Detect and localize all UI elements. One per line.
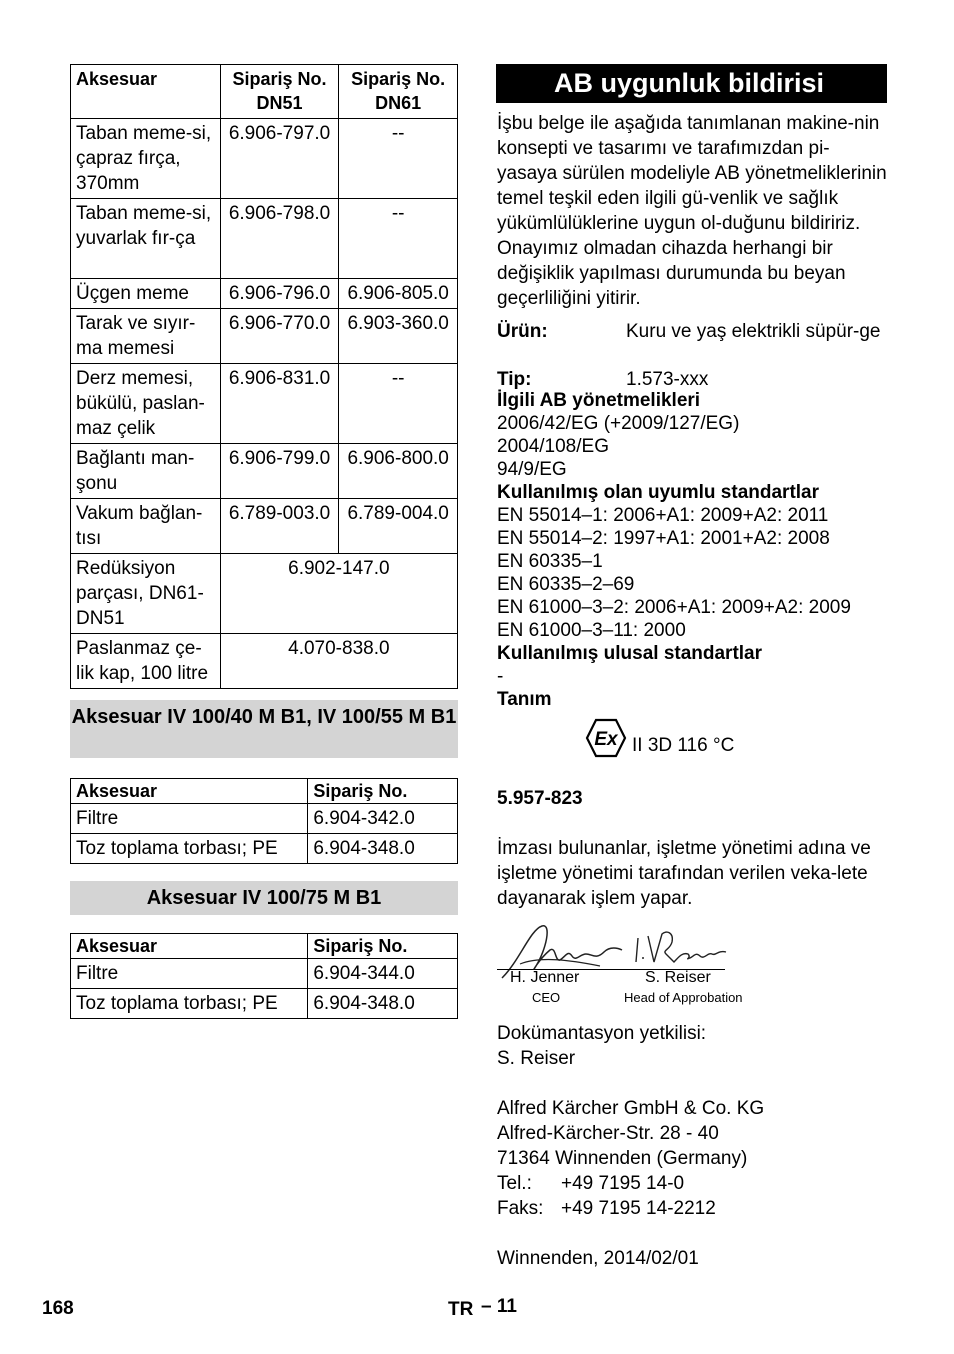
accessory-name: Tarak ve sıyır-ma memesi bbox=[71, 309, 221, 364]
page-title: AB uygunluk bildirisi bbox=[496, 64, 887, 103]
designation-title: Tanım bbox=[497, 689, 552, 710]
table-row bbox=[71, 959, 458, 989]
table-row bbox=[71, 364, 458, 444]
table-row bbox=[71, 804, 458, 834]
table-row bbox=[71, 199, 458, 279]
accessories-table-iv100-40-55 bbox=[70, 778, 458, 864]
declaration-intro: İşbu belge ile aşağıda tanımlanan makine-nin konsepti ve tasarımı ve tarafımızdan pi-yasaya sürülen modeliyle AB yönetmeliklerinin temel teşkil eden ilgili gü-venlik ve sağlık yükümlülüklerine uygun ol-duğunu bildiririz. Onayımız olmadan cihazda herhangi bir değişiklik yapılması durumunda bu beyan geçerliliğini yitirir. bbox=[497, 113, 887, 309]
signature-reiser bbox=[632, 928, 732, 972]
signatory-name: H. Jenner bbox=[510, 969, 580, 986]
header-order-dn61: Sipariş No. DN61 bbox=[339, 65, 458, 119]
standard-item: EN 60335–2–69 bbox=[497, 574, 635, 595]
accessories-table-iv100-75 bbox=[70, 933, 458, 1019]
doc-auth-label: Dokümantasyon yetkilisi: bbox=[497, 1023, 707, 1044]
product-label: Ürün: bbox=[497, 321, 548, 342]
standards-block bbox=[497, 389, 851, 711]
table-row bbox=[71, 279, 458, 309]
order-number-dn51: 6.906-798.0 bbox=[220, 199, 339, 279]
accessory-name: Bağlantı man-şonu bbox=[71, 444, 221, 499]
ex-marking bbox=[585, 718, 734, 758]
accessory-name: Paslanmaz çe-lik kap, 100 litre bbox=[71, 634, 221, 689]
national-value: - bbox=[497, 666, 504, 687]
company-address bbox=[497, 1096, 764, 1221]
header-accessory: Aksesuar bbox=[71, 65, 221, 119]
product-value: Kuru ve yaş elektrikli süpür-ge bbox=[626, 321, 881, 342]
order-number-dn51: 6.789-003.0 bbox=[220, 499, 339, 554]
order-number-dn61: 6.789-004.0 bbox=[339, 499, 458, 554]
fax-value: +49 7195 14-2212 bbox=[561, 1198, 716, 1219]
table-row bbox=[71, 554, 458, 634]
company-tel bbox=[497, 1171, 764, 1196]
company-city: 71364 Winnenden (Germany) bbox=[497, 1148, 748, 1169]
table-row bbox=[71, 309, 458, 364]
national-title: Kullanılmış ulusal standartlar bbox=[497, 643, 763, 664]
type-value: 1.573-xxx bbox=[626, 369, 709, 390]
order-number-dn61: 6.903-360.0 bbox=[339, 309, 458, 364]
accessory-name: Taban meme-si, yuvarlak fır-ça bbox=[71, 199, 221, 279]
footer-lang: TR bbox=[448, 1299, 474, 1320]
directives-title: İlgili AB yönetmelikleri bbox=[497, 390, 701, 411]
table-row bbox=[71, 834, 458, 864]
table-row bbox=[71, 444, 458, 499]
accessory-name: Redüksiyon parçası, DN61-DN51 bbox=[71, 554, 221, 634]
company-fax bbox=[497, 1196, 764, 1221]
header-order-no: Sipariş No. bbox=[308, 779, 458, 804]
order-number-dn51: 6.906-797.0 bbox=[220, 119, 339, 199]
accessory-name: Derz memesi, bükülü, paslan-maz çelik bbox=[71, 364, 221, 444]
header-accessory: Aksesuar bbox=[71, 934, 308, 959]
company-name: Alfred Kärcher GmbH & Co. KG bbox=[497, 1098, 765, 1119]
standard-item: EN 55014–2: 1997+A1: 2001+A2: 2008 bbox=[497, 528, 830, 549]
standard-item: EN 55014–1: 2006+A1: 2009+A2: 2011 bbox=[497, 505, 829, 526]
section-title-iv100-40-55: Aksesuar IV 100/40 M B1, IV 100/55 M B1 bbox=[70, 700, 458, 758]
standard-item: EN 61000–3–2: 2006+A1: 2009+A2: 2009 bbox=[497, 597, 851, 618]
standard-item: EN 60335–1 bbox=[497, 551, 603, 572]
accessories-table-main bbox=[70, 64, 458, 689]
svg-text:Ex: Ex bbox=[594, 729, 618, 750]
header-accessory: Aksesuar bbox=[71, 779, 308, 804]
page-number: 168 bbox=[42, 1298, 74, 1319]
harmonised-title: Kullanılmış olan uyumlu standartlar bbox=[497, 482, 820, 503]
order-number-dn61: -- bbox=[339, 199, 458, 279]
table-row bbox=[71, 119, 458, 199]
signatory-role: CEO bbox=[532, 990, 561, 1005]
ex-hexagon-icon bbox=[585, 718, 627, 758]
order-number: 4.070-838.0 bbox=[220, 634, 457, 689]
order-number: 6.904-348.0 bbox=[308, 989, 458, 1019]
accessory-name: Filtre bbox=[71, 959, 308, 989]
header-order-dn51: Sipariş No. DN51 bbox=[220, 65, 339, 119]
signatory-role: Head of Approbation bbox=[624, 990, 743, 1005]
header-order-no: Sipariş No. bbox=[308, 934, 458, 959]
table-row bbox=[71, 499, 458, 554]
order-number-dn61: 6.906-805.0 bbox=[339, 279, 458, 309]
place-date: Winnenden, 2014/02/01 bbox=[497, 1248, 699, 1269]
documentation-authority bbox=[497, 1021, 706, 1071]
directive-item: 94/9/EG bbox=[497, 459, 567, 480]
footer-section-page: – 11 bbox=[481, 1296, 517, 1317]
doc-auth-name: S. Reiser bbox=[497, 1048, 576, 1069]
order-number: 6.904-348.0 bbox=[308, 834, 458, 864]
order-number-dn61: -- bbox=[339, 119, 458, 199]
type-label: Tip: bbox=[497, 369, 532, 390]
order-number-dn51: 6.906-770.0 bbox=[220, 309, 339, 364]
fax-label: Faks: bbox=[497, 1198, 544, 1219]
order-number-dn61: 6.906-800.0 bbox=[339, 444, 458, 499]
accessory-name: Üçgen meme bbox=[71, 279, 221, 309]
accessory-name: Vakum bağlan-tısı bbox=[71, 499, 221, 554]
order-number-dn51: 6.906-831.0 bbox=[220, 364, 339, 444]
tel-value: +49 7195 14-0 bbox=[561, 1173, 685, 1194]
order-number: 6.902-147.0 bbox=[220, 554, 457, 634]
section-title-iv100-75: Aksesuar IV 100/75 M B1 bbox=[70, 881, 458, 915]
table-header-row bbox=[71, 65, 458, 119]
signatories-text: İmzası bulunanlar, işletme yönetimi adına ve işletme yönetimi tarafından verilen veka-lete dayanarak işlem yapar. bbox=[497, 838, 871, 909]
standard-item: EN 61000–3–11: 2000 bbox=[497, 620, 686, 641]
order-number: 6.904-344.0 bbox=[308, 959, 458, 989]
directive-item: 2004/108/EG bbox=[497, 436, 609, 457]
table-header-row bbox=[71, 934, 458, 959]
signatory-name: S. Reiser bbox=[645, 969, 711, 986]
order-number-dn51: 6.906-796.0 bbox=[220, 279, 339, 309]
order-number-dn61: -- bbox=[339, 364, 458, 444]
table-row bbox=[71, 989, 458, 1019]
table-row bbox=[71, 634, 458, 689]
table-header-row bbox=[71, 779, 458, 804]
accessory-name: Filtre bbox=[71, 804, 308, 834]
order-number-dn51: 6.906-799.0 bbox=[220, 444, 339, 499]
document-number: 5.957-823 bbox=[497, 788, 583, 809]
accessory-name: Toz toplama torbası; PE bbox=[71, 834, 308, 864]
accessory-name: Toz toplama torbası; PE bbox=[71, 989, 308, 1019]
accessory-name: Taban meme-si, çapraz fırça, 370mm bbox=[71, 119, 221, 199]
tel-label: Tel.: bbox=[497, 1173, 532, 1194]
order-number: 6.904-342.0 bbox=[308, 804, 458, 834]
company-street: Alfred-Kärcher-Str. 28 - 40 bbox=[497, 1123, 719, 1144]
ex-marking-text: II 3D 116 °C bbox=[632, 734, 735, 756]
directive-item: 2006/42/EG (+2009/127/EG) bbox=[497, 413, 740, 434]
